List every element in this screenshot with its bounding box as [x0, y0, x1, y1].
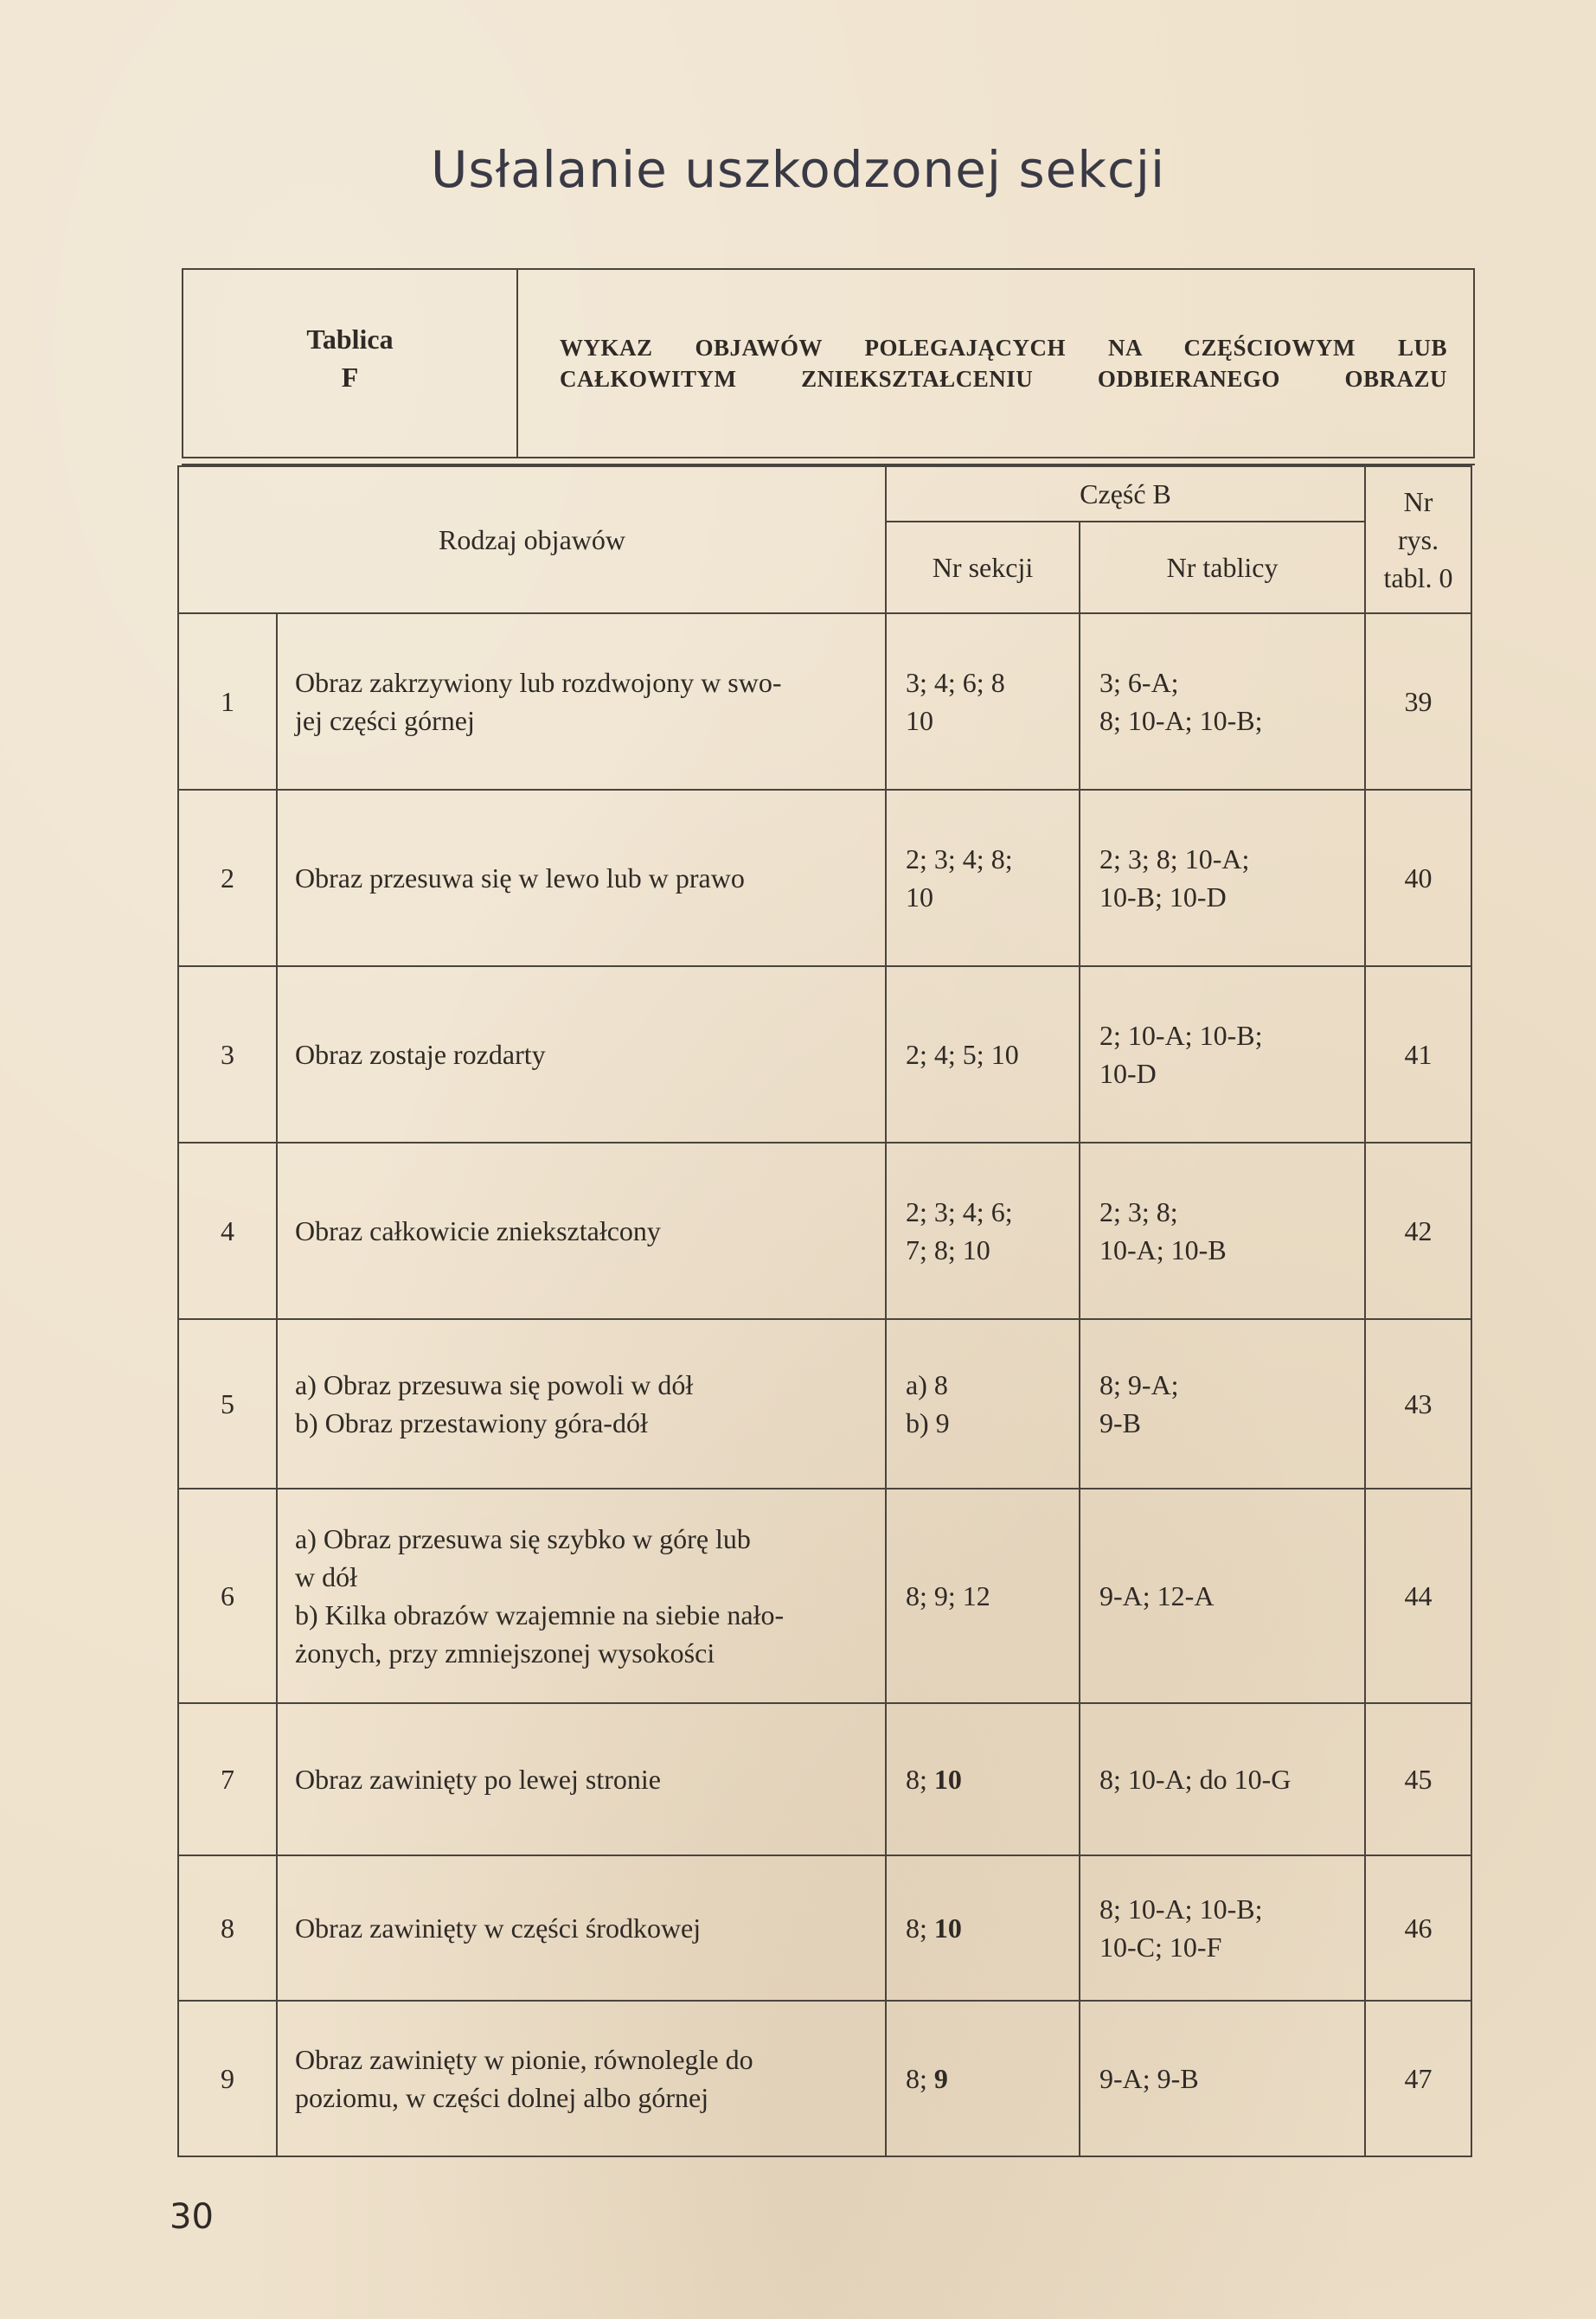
table-header-box	[182, 268, 1475, 457]
table-line: 10-C; 10-F	[1099, 1931, 1222, 1963]
row-table-no	[1080, 1489, 1365, 1703]
row-number: 5	[178, 1319, 277, 1489]
row-number: 7	[178, 1703, 277, 1855]
section-line: 2; 4; 5; 10	[906, 1039, 1019, 1070]
table-line: 8; 10-A; 10-B;	[1099, 1893, 1263, 1925]
row-section-no	[886, 790, 1080, 966]
header-double-rule	[182, 457, 1475, 465]
row-figure-no: 39	[1365, 613, 1471, 790]
table-line: 8; 10-A; 10-B;	[1099, 705, 1263, 736]
col-header-figure	[1365, 466, 1471, 613]
col-header-section-no: Nr sekcji	[886, 522, 1080, 613]
table-line: 2; 3; 8;	[1099, 1196, 1178, 1227]
symptom-line: poziomu, w części dolnej albo górnej	[295, 2082, 709, 2113]
table-row	[178, 2001, 1471, 2156]
row-number: 4	[178, 1143, 277, 1319]
symptom-line: b) Kilka obrazów wzajemnie na siebie nało-	[295, 1599, 785, 1630]
row-section-no	[886, 966, 1080, 1143]
symptom-line: jej części górnej	[295, 705, 475, 736]
symptom-line: żonych, przy zmniejszonej wysokości	[295, 1637, 715, 1669]
row-symptom	[277, 966, 886, 1143]
row-table-no	[1080, 1143, 1365, 1319]
col-header-figure-line3: tabl. 0	[1383, 562, 1453, 593]
col-header-table-no: Nr tablicy	[1080, 522, 1365, 613]
table-row	[178, 1855, 1471, 2001]
row-table-no	[1080, 1703, 1365, 1855]
row-table-no	[1080, 1855, 1365, 2001]
row-table-no	[1080, 966, 1365, 1143]
table-row	[178, 1489, 1471, 1703]
row-symptom	[277, 1703, 886, 1855]
row-figure-no: 43	[1365, 1319, 1471, 1489]
row-symptom	[277, 1143, 886, 1319]
row-symptom	[277, 1489, 886, 1703]
table-line: 9-A; 9-B	[1099, 2063, 1199, 2094]
row-section-no	[886, 1855, 1080, 2001]
row-section-no	[886, 2001, 1080, 2156]
header-divider	[516, 270, 518, 457]
section-line: 10	[906, 705, 934, 736]
table-row	[178, 613, 1471, 790]
col-header-part-b: Część B	[886, 466, 1365, 522]
row-symptom	[277, 613, 886, 790]
row-figure-no: 47	[1365, 2001, 1471, 2156]
section-value: 8;	[906, 1764, 934, 1795]
symptom-line: Obraz zawinięty po lewej stronie	[295, 1764, 661, 1795]
row-section-no	[886, 1143, 1080, 1319]
col-header-symptom-type: Rodzaj objawów	[178, 466, 886, 613]
section-line: 2; 3; 4; 6;	[906, 1196, 1013, 1227]
row-figure-no: 46	[1365, 1855, 1471, 2001]
row-symptom	[277, 1855, 886, 2001]
row-symptom	[277, 790, 886, 966]
section-line: 7; 8; 10	[906, 1234, 990, 1265]
table-line: 10-A; 10-B	[1099, 1234, 1227, 1265]
table-row	[178, 966, 1471, 1143]
section-value-bold: 9	[933, 2063, 948, 2094]
table-label	[183, 320, 516, 396]
symptom-line: b) Obraz przestawiony góra-dół	[295, 1407, 648, 1438]
page-number: 30	[170, 2197, 214, 2237]
symptom-line: Obraz zawinięty w pionie, równolegle do	[295, 2044, 753, 2075]
page-title: Usłalanie uszkodzonej sekcji	[430, 140, 1166, 199]
section-value: 8;	[906, 2063, 934, 2094]
symptom-line: w dół	[295, 1561, 357, 1592]
row-number: 9	[178, 2001, 277, 2156]
col-header-figure-line1: Nr	[1403, 486, 1433, 517]
row-figure-no: 44	[1365, 1489, 1471, 1703]
section-line: b) 9	[906, 1407, 950, 1438]
table-line: 2; 10-A; 10-B;	[1099, 1020, 1263, 1051]
table-line: 8; 10-A; do 10-G	[1099, 1764, 1292, 1795]
table-row	[178, 790, 1471, 966]
section-line: a) 8	[906, 1369, 948, 1400]
row-number: 1	[178, 613, 277, 790]
table-row	[178, 1319, 1471, 1489]
table-label-letter: F	[341, 362, 359, 393]
table-line: 10-B; 10-D	[1099, 881, 1227, 913]
table-caption: WYKAZ OBJAWÓW POLEGAJĄCYCH NA CZĘŚCIOWYM LUB CAŁKOWITYM ZNIEKSZTAŁCENIU ODBIERANEGO OBRAZU	[560, 335, 1447, 392]
row-figure-no: 41	[1365, 966, 1471, 1143]
symptom-line: Obraz całkowicie zniekształcony	[295, 1215, 661, 1246]
symptom-line: a) Obraz przesuwa się powoli w dół	[295, 1369, 694, 1400]
table-row	[178, 1143, 1471, 1319]
row-number: 3	[178, 966, 277, 1143]
table-line: 8; 9-A;	[1099, 1369, 1179, 1400]
table-line: 10-D	[1099, 1058, 1157, 1089]
row-symptom	[277, 1319, 886, 1489]
table-line: 9-B	[1099, 1407, 1142, 1438]
section-value-bold: 10	[933, 1912, 962, 1944]
symptom-line: Obraz zostaje rozdarty	[295, 1039, 546, 1070]
row-number: 6	[178, 1489, 277, 1703]
row-table-no	[1080, 1319, 1365, 1489]
row-section-no	[886, 1703, 1080, 1855]
row-figure-no: 42	[1365, 1143, 1471, 1319]
table-line: 2; 3; 8; 10-A;	[1099, 843, 1250, 874]
symptom-line: Obraz zawinięty w części środkowej	[295, 1912, 702, 1944]
table-line: 3; 6-A;	[1099, 667, 1179, 698]
col-header-figure-line2: rys.	[1397, 524, 1439, 555]
symptom-line: Obraz przesuwa się w lewo lub w prawo	[295, 862, 745, 894]
section-line: 3; 4; 6; 8	[906, 667, 1005, 698]
section-line: 8; 9; 12	[906, 1580, 990, 1611]
row-table-no	[1080, 613, 1365, 790]
row-number: 2	[178, 790, 277, 966]
row-symptom	[277, 2001, 886, 2156]
section-value: 8;	[906, 1912, 934, 1944]
table-row	[178, 1703, 1471, 1855]
row-section-no	[886, 613, 1080, 790]
symptom-line: a) Obraz przesuwa się szybko w górę lub	[295, 1523, 751, 1554]
row-section-no	[886, 1489, 1080, 1703]
section-value-bold: 10	[933, 1764, 962, 1795]
table-header-row-top	[178, 466, 1471, 522]
row-section-no	[886, 1319, 1080, 1489]
symptom-table	[177, 465, 1472, 2157]
row-figure-no: 40	[1365, 790, 1471, 966]
section-line: 10	[906, 881, 934, 913]
row-figure-no: 45	[1365, 1703, 1471, 1855]
row-table-no	[1080, 790, 1365, 966]
table-line: 9-A; 12-A	[1099, 1580, 1215, 1611]
row-table-no	[1080, 2001, 1365, 2156]
symptom-line: Obraz zakrzywiony lub rozdwojony w swo-	[295, 667, 782, 698]
row-number: 8	[178, 1855, 277, 2001]
section-line: 2; 3; 4; 8;	[906, 843, 1013, 874]
table-label-word: Tablica	[306, 324, 394, 355]
